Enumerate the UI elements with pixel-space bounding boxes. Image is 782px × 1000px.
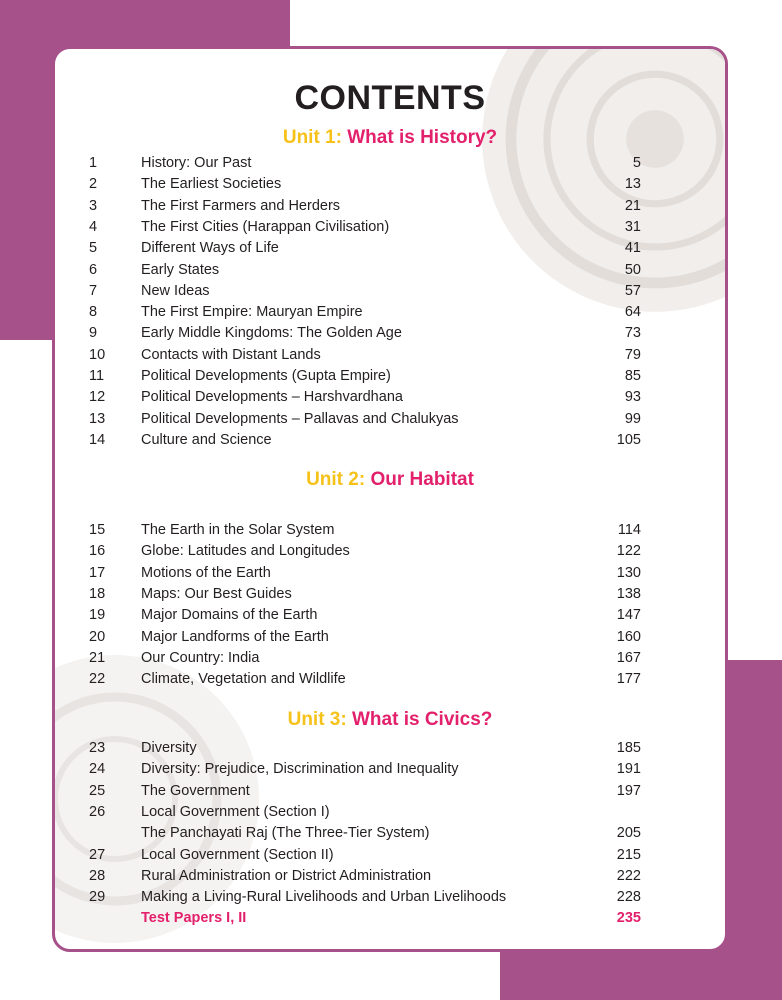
- chapter-row: [55, 822, 725, 844]
- chapter-row: [55, 626, 725, 648]
- chapter-title: Diversity: [141, 740, 197, 756]
- chapter-number: 12: [89, 389, 106, 406]
- chapter-number: 27: [89, 846, 106, 863]
- chapter-number: 11: [89, 368, 105, 384]
- chapter-title: Local Government (Section I): [141, 803, 330, 820]
- chapter-title: Different Ways of Life: [141, 240, 279, 257]
- chapter-row: [55, 216, 725, 238]
- chapter-row: [55, 152, 725, 174]
- unit-title: What is Civics?: [351, 709, 493, 730]
- chapter-title: Political Developments (Gupta Empire): [141, 368, 391, 384]
- chapter-number: 15: [89, 522, 106, 538]
- page-number: 114: [617, 522, 641, 538]
- chapter-row: [55, 519, 725, 541]
- chapter-row: [55, 344, 725, 366]
- chapter-row: [55, 195, 725, 217]
- chapter-title: The Earth in the Solar System: [141, 522, 335, 538]
- page-number: 160: [616, 628, 641, 645]
- page-number: 13: [624, 176, 641, 193]
- chapter-title: Contacts with Distant Lands: [141, 346, 321, 363]
- chapter-number: 7: [89, 282, 98, 299]
- chapter-title: Political Developments – Harshvardhana: [141, 389, 403, 406]
- chapter-row: [55, 322, 725, 344]
- chapter-row: [55, 173, 725, 195]
- chapter-number: 28: [89, 867, 106, 884]
- chapter-number: 14: [89, 431, 106, 448]
- page-number: 122: [616, 543, 641, 560]
- page-number: 215: [616, 846, 641, 863]
- chapter-number: 17: [89, 564, 106, 581]
- chapter-row: [55, 647, 725, 669]
- chapter-title: Globe: Latitudes and Longitudes: [141, 543, 350, 560]
- chapter-number: 10: [89, 346, 106, 363]
- chapter-title: New Ideas: [141, 282, 210, 299]
- chapter-title: Local Government (Section II): [141, 846, 334, 863]
- chapter-title: The First Farmers and Herders: [141, 197, 341, 214]
- page-number: 73: [624, 325, 641, 342]
- test-papers-row: [55, 907, 725, 929]
- chapter-number: 16: [89, 543, 106, 560]
- chapter-title: Early States: [141, 261, 220, 278]
- chapter-number: 21: [89, 649, 106, 666]
- page-number: 228: [616, 889, 641, 906]
- chapter-row: [55, 301, 725, 323]
- chapter-number: 6: [89, 261, 98, 278]
- chapter-row: [55, 365, 725, 387]
- page-number: 167: [616, 649, 641, 666]
- page-number: 99: [624, 410, 641, 427]
- page-number: 57: [624, 282, 641, 299]
- chapter-title: The First Empire: Mauryan Empire: [141, 304, 363, 321]
- chapter-row: [55, 429, 725, 451]
- chapter-title: The First Cities (Harappan Civilisation): [141, 218, 390, 235]
- chapter-row: [55, 280, 725, 302]
- page-number: 31: [624, 218, 641, 235]
- page-number: 64: [624, 304, 641, 321]
- page-number: 147: [616, 607, 641, 624]
- chapter-number: 9: [89, 325, 98, 342]
- page-number: 105: [616, 431, 641, 448]
- chapter-row: [55, 801, 725, 823]
- chapter-title: Motions of the Earth: [141, 564, 271, 581]
- page-number: 21: [624, 197, 641, 214]
- chapter-title: Rural Administration or District Administration: [141, 867, 432, 884]
- chapter-row: [55, 562, 725, 584]
- chapter-title: Major Landforms of the Earth: [141, 628, 329, 645]
- chapter-title: Maps: Our Best Guides: [141, 585, 292, 602]
- chapter-number: 3: [89, 197, 98, 214]
- chapter-row: [55, 604, 725, 626]
- page-number: 205: [616, 825, 641, 842]
- chapter-number: 1: [89, 155, 98, 171]
- unit-label: Unit 2:: [306, 469, 371, 490]
- page-number: 197: [616, 782, 641, 799]
- chapter-number: 18: [89, 585, 106, 602]
- chapter-row: [55, 259, 725, 281]
- unit-title: What is History?: [347, 127, 498, 148]
- unit-heading: [55, 127, 725, 149]
- page-number: 235: [616, 910, 641, 927]
- page-number: 191: [616, 761, 641, 778]
- contents-card: [52, 46, 728, 952]
- page-number: 5: [632, 155, 641, 171]
- chapter-title: Political Developments – Pallavas and Chalukyas: [141, 410, 459, 427]
- chapter-title: The Panchayati Raj (The Three-Tier System): [141, 825, 430, 842]
- chapter-number: 5: [89, 240, 98, 257]
- chapter-title: Early Middle Kingdoms: The Golden Age: [141, 325, 402, 342]
- chapter-row: [55, 237, 725, 259]
- chapter-title: History: Our Past: [141, 155, 252, 171]
- chapter-title: The Earliest Societies: [141, 176, 282, 193]
- chapter-title: Climate, Vegetation and Wildlife: [141, 671, 346, 688]
- chapter-row: [55, 668, 725, 690]
- page-number: 185: [616, 740, 641, 756]
- chapter-row: [55, 540, 725, 562]
- chapter-number: 29: [89, 889, 106, 906]
- chapter-title: Our Country: India: [141, 649, 260, 666]
- chapter-number: 22: [89, 671, 106, 688]
- chapter-row: [55, 583, 725, 605]
- page-number: 79: [624, 346, 641, 363]
- chapter-number: 26: [89, 803, 106, 820]
- unit-heading: [55, 709, 725, 731]
- chapter-number: 4: [89, 218, 98, 235]
- chapter-number: 24: [89, 761, 106, 778]
- page-number: 177: [616, 671, 641, 688]
- chapter-title: Making a Living-Rural Livelihoods and Urban Livelihoods: [141, 889, 507, 906]
- chapter-number: 25: [89, 782, 106, 799]
- page-number: 41: [624, 240, 641, 257]
- page-number: 85: [624, 368, 641, 384]
- chapter-number: 19: [89, 607, 106, 624]
- unit-title: Our Habitat: [370, 469, 474, 490]
- page-number: 130: [616, 564, 641, 581]
- chapter-row: [55, 386, 725, 408]
- chapter-title: Major Domains of the Earth: [141, 607, 318, 624]
- unit-heading: [55, 469, 725, 491]
- chapter-row: [55, 844, 725, 866]
- page-number: 93: [624, 389, 641, 406]
- chapter-row: [55, 865, 725, 887]
- chapter-number: 8: [89, 304, 98, 321]
- page-number: 50: [624, 261, 641, 278]
- chapter-row: [55, 780, 725, 802]
- chapter-number: 13: [89, 410, 106, 427]
- chapter-number: 23: [89, 740, 106, 756]
- chapter-row: [55, 737, 725, 759]
- page-title: CONTENTS: [294, 79, 486, 117]
- chapter-title: Test Papers I, II: [141, 910, 247, 927]
- chapter-row: [55, 408, 725, 430]
- chapter-title: The Government: [141, 782, 250, 799]
- chapter-number: 2: [89, 176, 98, 193]
- chapter-title: Diversity: Prejudice, Discrimination and Inequality: [141, 761, 459, 778]
- unit-label: Unit 1:: [282, 127, 348, 148]
- chapter-row: [55, 758, 725, 780]
- page-number: 222: [616, 867, 641, 884]
- page-number: 138: [616, 585, 641, 602]
- chapter-number: 20: [89, 628, 106, 645]
- unit-label: Unit 3:: [287, 709, 352, 730]
- chapter-row: [55, 886, 725, 908]
- chapter-title: Culture and Science: [141, 431, 272, 448]
